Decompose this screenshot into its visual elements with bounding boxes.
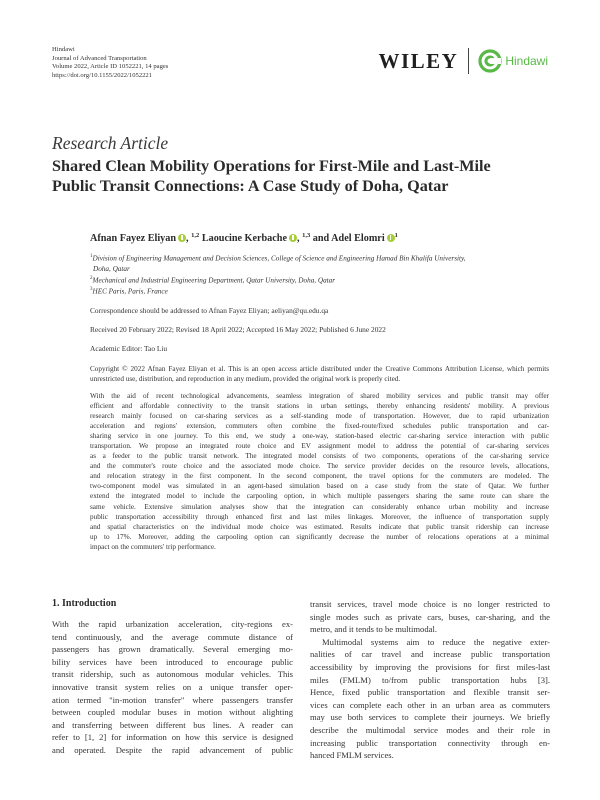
abstract-line: up to 17%. Moreover, adding the carpooling option can significantly decrease the number of relocations operations at a minimal (90, 532, 549, 541)
author-separator: , (186, 233, 192, 244)
hindawi-wordmark: Hindawi (505, 54, 548, 68)
author-name[interactable]: Laoucine Kerbache (201, 233, 287, 244)
article-type-label: Research Article (52, 133, 169, 153)
body-line: hanced FMLM services. (310, 750, 394, 761)
orcid-icon[interactable] (289, 234, 297, 242)
title-line: Public Transit Connections: A Case Study of Doha, Qatar (52, 176, 449, 195)
orcid-icon[interactable] (178, 234, 186, 242)
abstract-line: With the aid of recent technological advancements, seamless integration of shared mobility services and public transit may offer (90, 392, 549, 400)
body-line: transit services, travel mode choice is no longer restricted to (310, 599, 550, 609)
logo-divider (468, 48, 469, 74)
author-name[interactable]: Adel Elomri (331, 233, 385, 244)
wiley-logo: WILEY (378, 48, 459, 73)
publication-dates: Received 20 February 2022; Revised 18 April 2022; Accepted 16 May 2022; Published 6 June 2022 (90, 325, 386, 334)
journal-name: Journal of Advanced Transportation (52, 54, 147, 62)
abstract-line: two-component model was simulated in an agent-based simulation based on a case study from the state of Qatar. We further (90, 482, 549, 491)
article-title (52, 157, 552, 197)
abstract-line: and the commuter's route choice and the associated mode choice. The service provider decides on the resource levels, allocations, (90, 462, 549, 471)
body-left-column (52, 598, 293, 757)
affiliation-number: 2 (90, 275, 93, 281)
academic-editor: Academic Editor: Tao Liu (90, 344, 168, 353)
publisher-line: Hindawi (52, 46, 75, 53)
affiliation-number: 1 (90, 254, 93, 259)
abstract-line: public transportation accessibility through enhanced first and last miles linkages. Moreover, the influence of transportation supply (90, 512, 549, 521)
body-line: tend continuously, and the average commute distance of (52, 631, 293, 642)
author-separator: and (310, 233, 332, 244)
affiliation-item (90, 252, 550, 264)
author-affiliation-number: 1,3 (302, 232, 311, 239)
body-line: transit ridership, such as autonomous modular vehicles. This (52, 669, 293, 680)
journal-metadata (52, 46, 168, 80)
body-line: vices can complete each other in an urban area as commuters (310, 699, 550, 710)
title-line: Shared Clean Mobility Operations for First-Mile and Last-Mile (52, 157, 491, 175)
section-heading: 1. Introduction (52, 598, 117, 609)
author-list (90, 232, 398, 244)
abstract-line: same vehicle. Extensive simulation analyses show that the integration can considerably enhance urban mobility and increase (90, 502, 549, 511)
affiliation-item (90, 274, 550, 286)
doi-link[interactable]: https://doi.org/10.1155/2022/1052221 (52, 71, 153, 79)
abstract-line: and spatial characteristics on the individual mode choice was estimated. Results indicate that public transit ridership can increase (90, 522, 549, 531)
volume-line: Volume 2022, Article ID 1052221, 14 pages (52, 63, 169, 71)
abstract-line: and relocation strategy in the first component. In the second component, the travel options for the commuters are modeled. The (90, 472, 549, 481)
abstract-line: research mainly focused on car-sharing services as a self-standing mode of transportation. However, due to rapid urbanization (90, 412, 549, 421)
body-line: miles (FMLM) to/from public transportation hubs [3]. (310, 674, 550, 685)
correspondence: Correspondence should be addressed to Afnan Fayez Eliyan; aeliyan@qu.edu.qa (90, 306, 329, 315)
body-line: describe the multimodal service modes and their role in (310, 724, 550, 735)
abstract-line: as a feeder to the public transit network. The integrated model consists of two components, operations of the car-sharing service (90, 452, 549, 461)
body-line: Multimodal systems aim to reduce the negative exter- (322, 636, 550, 647)
affiliation-text: Mechanical and Industrial Engineering Department, Qatar University, Doha, Qatar (92, 276, 336, 285)
body-line: accessibility by improving the provisions for first miles-last (310, 661, 550, 672)
affiliation-number: 3 (90, 287, 93, 293)
affiliation-item (90, 264, 550, 274)
body-line: increasing public transportation connectivity through en- (310, 737, 550, 748)
body-line: metro, and it tends to be multimodal. (310, 624, 437, 635)
copyright-notice: Copyright © 2022 Afnan Fayez Eliyan et al. This is an open access article distributed under the Creative Commons Attribution License, which permits unrestricted use, distribution, and reproduction in any medium, provided the original work is properly cited. (90, 365, 549, 383)
abstract-line: acceleration and regions' extension, commuters often combine the fixed-route/fixed schedules public transportation and car- (90, 422, 549, 431)
abstract (90, 391, 549, 552)
affiliations (90, 252, 550, 297)
affiliation-text: Doha, Qatar (93, 264, 130, 273)
author-affiliation-number: 1,2 (191, 232, 200, 239)
body-line: Hence, fixed public transportation and flexible transit ser- (310, 687, 550, 698)
author-separator: , (296, 233, 303, 244)
abstract-line: extend the integrated model to include the carpooling option, in which multiple passengers sharing the same route can share the (90, 492, 549, 501)
body-line: passengers has grown dramatically. Several emerging mo- (52, 644, 293, 655)
body-line: innovative transit system relies on a unique transfer oper- (52, 681, 293, 692)
abstract-line: impact on the commuters' trip performance. (90, 542, 216, 551)
body-line: nalities of car travel and increase public transportation (310, 649, 550, 660)
affiliation-text: Division of Engineering Management and Decision Sciences, College of Science and Engineering Hamad Bin Khalifa University, (92, 254, 466, 263)
orcid-icon[interactable] (387, 234, 395, 242)
abstract-line: sharing service in one journey. To this end, we study a one-way, station-based electric car-sharing service interaction with public (90, 432, 549, 441)
body-line: and operated. Despite the rapid advancement of public (52, 744, 293, 755)
publisher-logos (378, 48, 548, 74)
body-line: bility services have been introduced to encourage public (52, 656, 293, 667)
affiliation-text: HEC Paris, Paris, France (92, 287, 168, 296)
body-line: With the rapid urbanization acceleration, city-regions ex- (52, 619, 293, 629)
abstract-line: efficient and affordable connectivity to the transit stations in urban settings, thereby enhancing residents' mobility. A previous (90, 402, 549, 411)
author-affiliation-number: 1 (394, 232, 398, 239)
body-right-column (310, 598, 550, 762)
body-line: may use both services to complete their journeys. We briefly (310, 712, 550, 723)
hindawi-logo-icon (478, 49, 502, 73)
abstract-line: transportation. We propose an integrated route choice and EV assignment model to address the potential of car-sharing services (90, 442, 549, 451)
body-line: between coupled modular buses in motion without alighting (52, 707, 293, 718)
body-line: ation termed "in-motion transfer" where passengers transfer (52, 694, 293, 705)
body-line: and transferring between different bus lines. A reader can (52, 719, 293, 730)
body-line: single modes such as private cars, buses, car-sharing, and the (310, 611, 550, 622)
affiliation-item (90, 285, 550, 297)
author-name[interactable]: Afnan Fayez Eliyan (90, 233, 177, 244)
body-line: refer to [1, 2] for information on how this service is designed (52, 732, 293, 743)
